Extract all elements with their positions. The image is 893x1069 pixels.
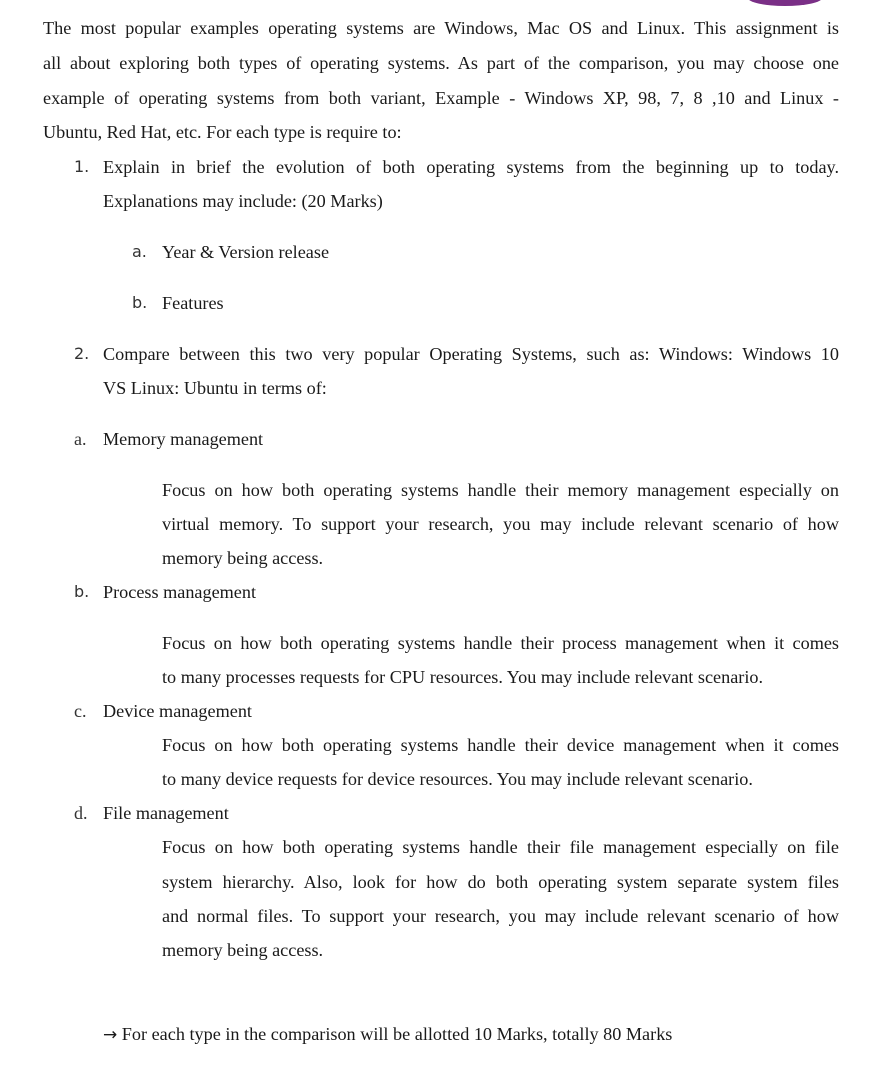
section-a-marker: a. [74,429,87,449]
section-d-desc-1: Focus on how both operating systems handle their file management especially on file [162,837,839,857]
section-b-marker: b. [74,582,90,601]
footer-text: For each type in the comparison will be allotted 10 Marks, totally 80 Marks [121,1024,673,1044]
section-c-title: Device management [103,701,252,721]
section-d-desc-3: and normal files. To support your research, you may include relevant scenario of how [162,906,839,926]
section-a-desc-3: memory being access. [162,548,324,568]
section-a-desc-2: virtual memory. To support your research, you may include relevant scenario of how [162,514,839,534]
section-b-desc-2: to many processes requests for CPU resources. You may include relevant scenario. [162,667,764,687]
section-a-title: Memory management [103,429,264,449]
section-c-desc-2: to many device requests for device resources. You may include relevant scenario. [162,769,753,789]
task1-line-1: Explain in brief the evolution of both operating systems from the beginning up to today. [103,157,839,177]
section-d-title: File management [103,803,229,823]
arrow-right-icon: → [103,1025,118,1045]
task1-sub-b-label: Features [162,293,224,313]
task1-sub-a-marker: a. [132,242,147,261]
task1-sub-b-marker: b. [132,293,148,312]
task1-line-2: Explanations may include: (20 Marks) [103,191,383,211]
task2-line-2: VS Linux: Ubuntu in terms of: [103,378,327,398]
footer-note [103,1023,672,1046]
intro-line-2: all about exploring both types of operating systems. As part of the comparison, you may choose one [43,53,839,73]
task2-line-1: Compare between this two very popular Operating Systems, such as: Windows: Windows 10 [103,344,839,364]
task2-marker: 2. [74,344,90,363]
intro-line-1: The most popular examples operating systems are Windows, Mac OS and Linux. This assignment is [43,18,839,38]
task1-marker: 1. [74,157,90,176]
section-b-desc-1: Focus on how both operating systems handle their process management when it comes [162,633,839,653]
intro-line-3: example of operating systems from both variant, Example - Windows XP, 98, 7, 8 ,10 and Linux - [43,88,839,108]
section-d-desc-2: system hierarchy. Also, look for how do both operating system separate system files [162,872,839,892]
section-a-desc-1: Focus on how both operating systems handle their memory management especially on [162,480,839,500]
decorative-accent [748,0,822,6]
section-d-marker: d. [74,803,88,823]
intro-line-4: Ubuntu, Red Hat, etc. For each type is require to: [43,122,402,142]
section-d-desc-4: memory being access. [162,940,324,960]
section-c-marker: c. [74,701,87,721]
section-c-desc-1: Focus on how both operating systems handle their device management when it comes [162,735,839,755]
section-b-title: Process management [103,582,257,602]
task1-sub-a-label: Year & Version release [162,242,330,262]
